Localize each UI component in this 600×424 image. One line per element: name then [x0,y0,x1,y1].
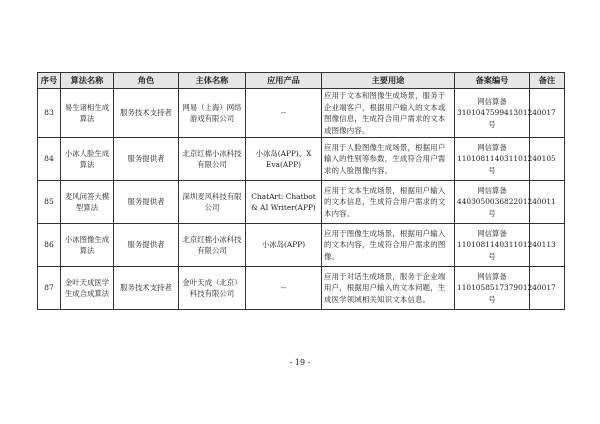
cell-role: 服务提供者 [114,181,179,224]
cell-record: 网信算备110105851737901240017号 [455,267,530,310]
algorithm-registry-table [37,72,565,310]
col-header-product: 应用产品 [246,73,322,89]
cell-entity: 网易（上海）网络游戏有限公司 [179,89,246,138]
cell-no: 84 [38,138,61,181]
cell-no: 83 [38,89,61,138]
page-number: - 19 - [289,358,311,367]
cell-no: 87 [38,267,61,310]
cell-usage: 应用于对话生成场景，服务于企业端用户，根据用户输入的文本问题，生成医学领域相关知识文本信息。 [322,267,455,310]
cell-role: 服务提供者 [114,224,179,267]
cell-algorithm: 金叶天成医学生成合成算法 [61,267,114,310]
cell-product: -- [246,89,322,138]
cell-usage: 应用于图像生成场景，根据用户输入的文本内容，生成符合用户需求的图像。 [322,224,455,267]
col-header-role: 角色 [114,73,179,89]
cell-product: 小冰岛(APP)、X Eva(APP) [246,138,322,181]
cell-record: 网信算备110108114031101240105号 [455,138,530,181]
cell-product: ChatArt: Chatbot & AI Writer(APP) [246,181,322,224]
col-header-entity: 主体名称 [179,73,246,89]
cell-entity: 北京红棉小冰科技有限公司 [179,138,246,181]
cell-algorithm: 小冰图像生成算法 [61,224,114,267]
cell-algorithm: 小冰人脸生成算法 [61,138,114,181]
cell-role: 服务技术支持者 [114,89,179,138]
cell-record: 网信算备310104759941301240017号 [455,89,530,138]
table-row [38,224,565,267]
cell-no: 86 [38,224,61,267]
cell-entity: 金叶天成（北京）科技有限公司 [179,267,246,310]
cell-usage: 应用于文本生成场景，根据用户输入的文本信息，生成符合用户需求的文本内容。 [322,181,455,224]
cell-algorithm: 麦风问答大模型算法 [61,181,114,224]
cell-entity: 深圳麦风科技有限公司 [179,181,246,224]
table-row [38,267,565,310]
col-header-usage: 主要用途 [322,73,455,89]
cell-record: 网信算备110108114031101240113号 [455,224,530,267]
col-header-no: 序号 [38,73,61,89]
col-header-record: 备案编号 [455,73,530,89]
header-row [38,73,565,89]
cell-product: -- [246,267,322,310]
col-header-algorithm: 算法名称 [61,73,114,89]
cell-usage: 应用于人脸图像生成场景，根据用户输入的性别等参数，生成符合用户需求的人脸图像内容。 [322,138,455,181]
cell-usage: 应用于文本和图像生成场景，服务于企业端客户，根据用户输入的文本或图像信息，生成符合用户需求的文本或图像内容。 [322,89,455,138]
cell-algorithm: 易生诸相生成算法 [61,89,114,138]
cell-role: 服务提供者 [114,138,179,181]
cell-role: 服务技术支持者 [114,267,179,310]
cell-entity: 北京红棉小冰科技有限公司 [179,224,246,267]
col-header-note: 备注 [530,73,565,89]
cell-no: 85 [38,181,61,224]
table-row [38,138,565,181]
cell-record: 网信算备440305003682201240011号 [455,181,530,224]
table-row [38,181,565,224]
table-row [38,89,565,138]
cell-product: 小冰岛(APP) [246,224,322,267]
